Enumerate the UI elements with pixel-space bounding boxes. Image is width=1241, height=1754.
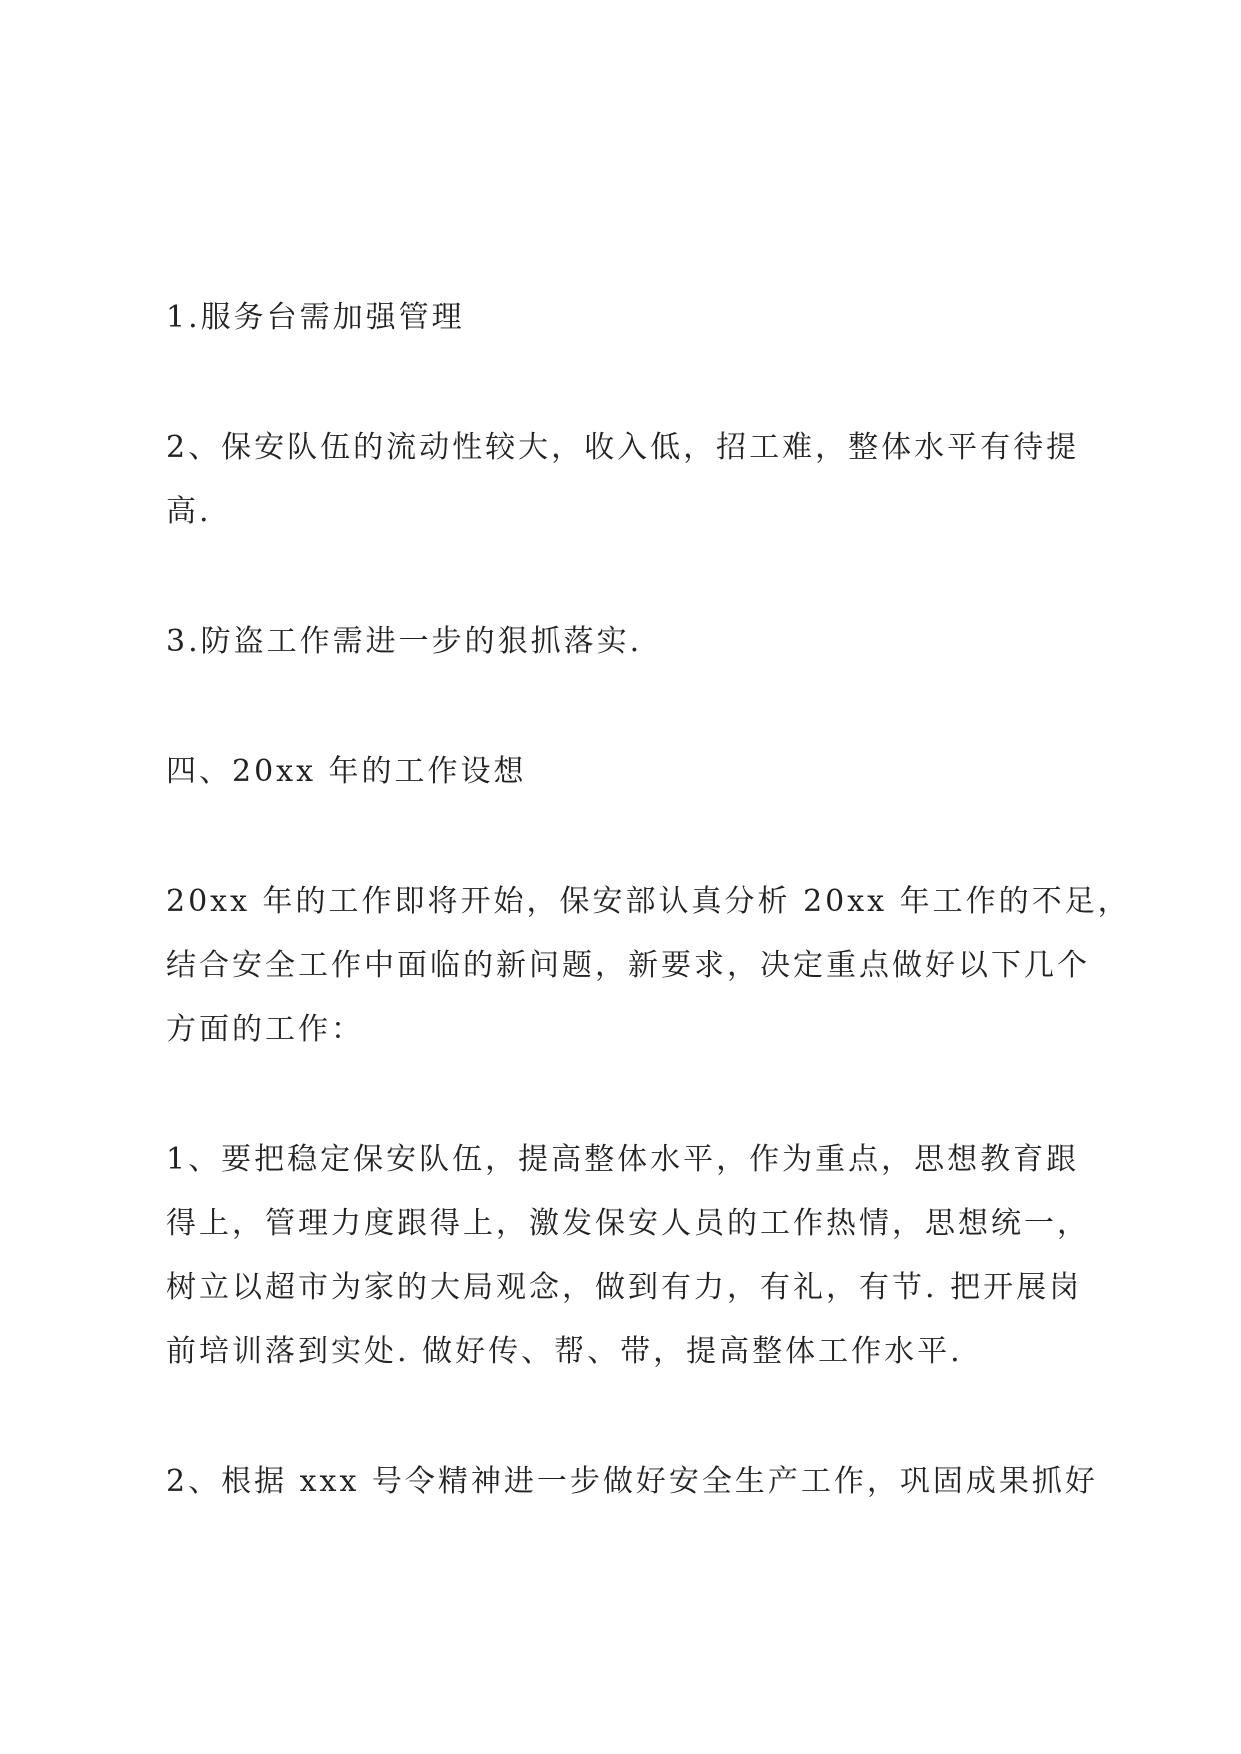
- text-line: 高.: [166, 494, 212, 529]
- text-line: 结合安全工作中面临的新问题，新要求，决定重点做好以下几个: [166, 948, 1090, 983]
- plan-item-2: [166, 1450, 1096, 1514]
- text-line: 树立以超市为家的大局观念，做到有力，有礼，有节. 把开展岗: [166, 1270, 1083, 1305]
- text-line: 得上，管理力度跟得上，激发保安人员的工作热情，思想统一，: [166, 1206, 1090, 1241]
- section-heading: [166, 740, 1096, 804]
- text-line: 2、保安队伍的流动性较大，收入低，招工难，整体水平有待提: [166, 430, 1080, 465]
- text-line: 1、要把稳定保安队伍，提高整体水平，作为重点，思想教育跟: [166, 1142, 1080, 1177]
- text-line: 3.防盗工作需进一步的狠抓落实.: [166, 624, 643, 659]
- text-line: 前培训落到实处. 做好传、帮、带，提高整体工作水平.: [166, 1334, 963, 1369]
- list-item-service-desk: [166, 286, 1096, 350]
- document-body: [166, 286, 1131, 1514]
- intro-paragraph: [166, 870, 1131, 1062]
- text-line: 1.服务台需加强管理: [166, 300, 465, 335]
- list-item-theft-prevention: [166, 610, 1096, 674]
- text-line: 方面的工作：: [166, 1012, 364, 1047]
- plan-item-1: [166, 1128, 1096, 1384]
- list-item-security-team: [166, 416, 1096, 544]
- text-line: 2、根据 xxx 号令精神进一步做好安全生产工作，巩固成果抓好: [166, 1464, 1098, 1499]
- text-line: 四、20xx 年的工作设想: [166, 754, 527, 789]
- text-line: 20xx 年的工作即将开始，保安部认真分析 20xx 年工作的不足，: [166, 884, 1131, 919]
